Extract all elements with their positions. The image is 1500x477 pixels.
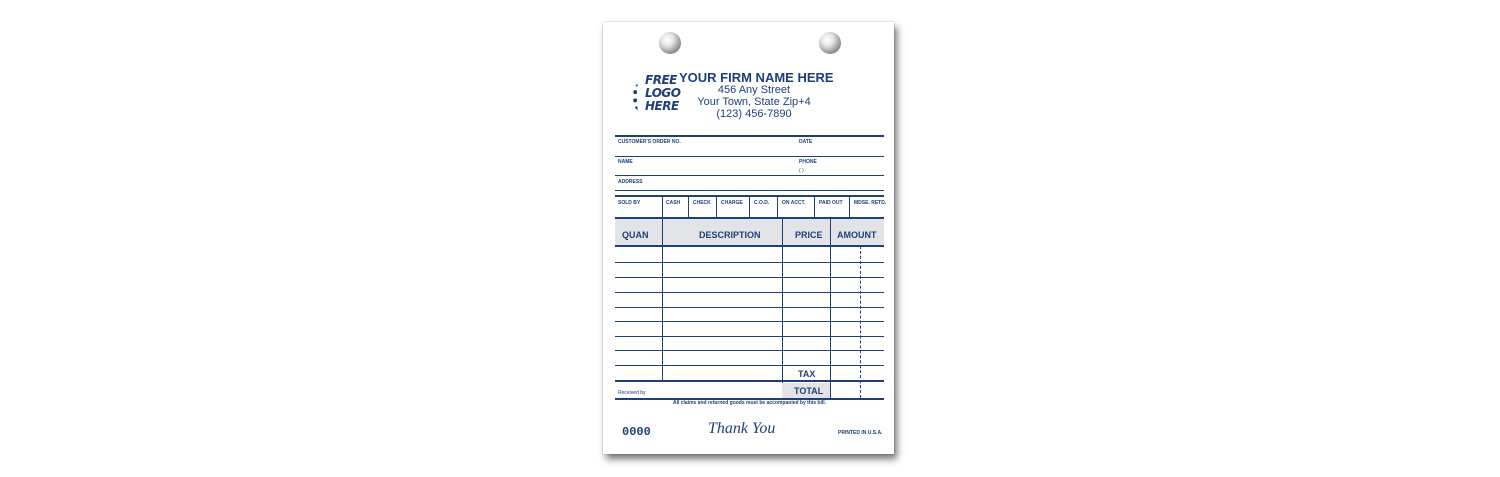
charge-label: CHARGE	[721, 200, 743, 206]
firm-town: Your Town, State Zip+4	[697, 96, 811, 108]
quan-header: QUAN	[622, 230, 649, 240]
amount-header: AMOUNT	[837, 230, 877, 240]
binder-hole-left	[659, 32, 681, 54]
phone-area-code: ( )	[799, 168, 804, 174]
item-row-line	[615, 307, 884, 308]
thank-you-text: Thank You	[708, 420, 776, 437]
printed-in-usa: PRINTED IN U.S.A.	[838, 430, 883, 436]
item-row-line	[615, 262, 884, 263]
item-row-line	[615, 350, 884, 351]
address-label: ADDRESS	[618, 179, 643, 185]
firm-name: YOUR FIRM NAME HERE	[679, 70, 834, 85]
date-label: DATE	[799, 139, 813, 145]
item-row-line	[615, 336, 884, 337]
item-row-line	[615, 277, 884, 278]
logo-dots-icon	[633, 84, 643, 110]
customer-order-label: CUSTOMER'S ORDER NO.	[618, 139, 681, 145]
logo-word: HERE	[645, 99, 679, 113]
cod-label: C.O.D.	[754, 200, 770, 206]
on-account-label: ON ACCT.	[782, 200, 806, 206]
description-header: DESCRIPTION	[699, 230, 761, 240]
logo-word: FREE	[645, 73, 677, 87]
item-row-line	[615, 321, 884, 322]
paid-out-label: PAID OUT	[819, 200, 843, 206]
logo-word: LOGO	[645, 86, 681, 100]
name-label: NAME	[618, 159, 633, 165]
mdse-returned-label: MDSE. RETD.	[854, 200, 887, 206]
field-line	[615, 156, 884, 157]
field-line	[615, 190, 884, 191]
sold-by-label: SOLD BY	[618, 200, 641, 206]
binder-hole-right	[819, 32, 841, 54]
firm-phone: (123) 456-7890	[716, 108, 792, 120]
received-by-label: Received by	[618, 390, 646, 396]
logo-placeholder	[633, 73, 681, 122]
price-header: PRICE	[795, 230, 823, 240]
tax-label: TAX	[798, 369, 816, 379]
section-divider	[615, 245, 884, 247]
form-number: 0000	[622, 425, 651, 439]
cash-label: CASH	[666, 200, 681, 206]
phone-label: PHONE	[799, 159, 817, 165]
item-row-line	[615, 292, 884, 293]
item-row-line	[615, 365, 884, 366]
section-divider	[615, 135, 884, 137]
firm-street: 456 Any Street	[717, 84, 791, 96]
returns-notice: All claims and returned goods must be accompanied by this bill.	[672, 400, 827, 406]
cents-divider	[860, 246, 861, 398]
section-divider	[615, 380, 884, 382]
total-label: TOTAL	[794, 386, 824, 396]
field-line	[615, 175, 884, 176]
section-divider	[615, 217, 884, 219]
check-label: CHECK	[693, 200, 711, 206]
sales-form-sheet	[603, 22, 894, 454]
